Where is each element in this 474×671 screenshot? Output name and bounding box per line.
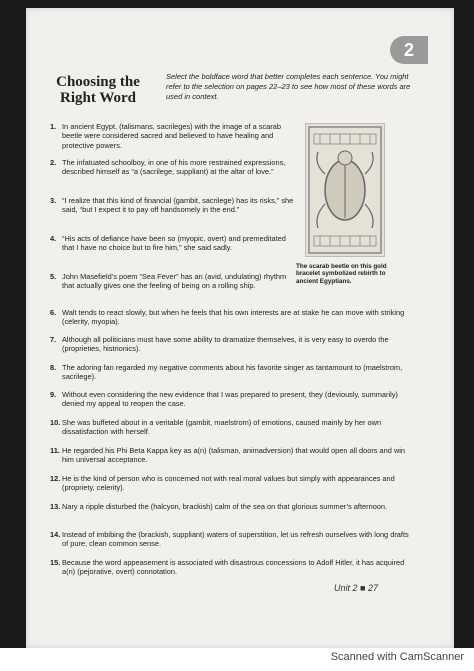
section-badge: 2	[390, 36, 428, 64]
scarab-bracelet-image	[305, 123, 385, 257]
page-number: Unit 2 ■ 27	[334, 583, 378, 593]
figure-caption: The scarab beetle on this gold bracelet symbolized rebirth to ancient Egyptians.	[296, 263, 387, 285]
page-title: Choosing the Right Word	[56, 74, 140, 106]
scanner-watermark: Scanned with CamScanner	[330, 651, 464, 663]
instructions: Select the boldface word that better completes each sentence. You might refer to the selection on pages 22–23 to see how most of these words are used in context.	[166, 72, 411, 101]
